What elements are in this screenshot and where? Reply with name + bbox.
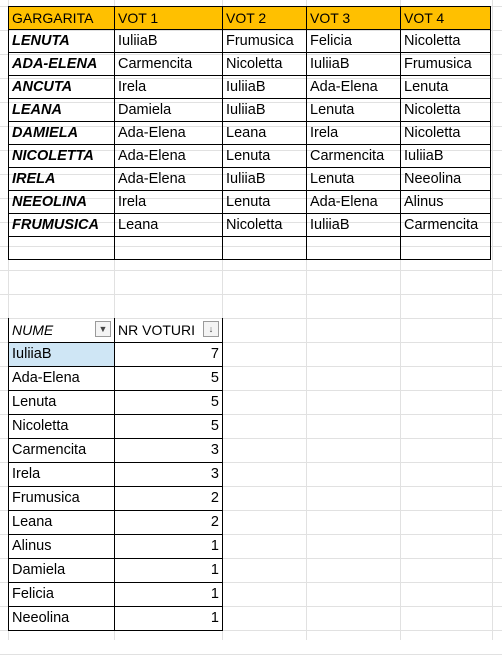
summary-row: [9, 438, 223, 462]
voter-name-cell[interactable]: LEANA: [9, 99, 115, 122]
vote-cell[interactable]: Lenuta: [307, 168, 401, 191]
vote-cell[interactable]: Irela: [115, 191, 223, 214]
vote-header-row: [9, 7, 491, 30]
vote-cell[interactable]: Nicoletta: [223, 214, 307, 237]
column-header-nume[interactable]: [9, 318, 115, 342]
summary-count-cell[interactable]: 1: [115, 558, 223, 582]
vote-cell[interactable]: Irela: [115, 76, 223, 99]
summary-name-cell[interactable]: Damiela: [9, 558, 115, 582]
vote-cell[interactable]: Carmencita: [307, 145, 401, 168]
vote-cell[interactable]: Lenuta: [223, 145, 307, 168]
summary-name-cell[interactable]: Neeolina: [9, 606, 115, 630]
summary-count-cell[interactable]: 3: [115, 462, 223, 486]
voter-name-cell[interactable]: NEEOLINA: [9, 191, 115, 214]
gridline: [0, 270, 502, 271]
summary-name-cell[interactable]: Lenuta: [9, 390, 115, 414]
summary-row: [9, 606, 223, 630]
vote-row: [9, 122, 491, 145]
vote-cell[interactable]: Ada-Elena: [115, 122, 223, 145]
column-header-nr-voturi-label: NR VOTURI: [118, 321, 195, 338]
gridline: [0, 294, 502, 295]
vote-row: [9, 168, 491, 191]
summary-name-cell[interactable]: Irela: [9, 462, 115, 486]
summary-count-cell[interactable]: 2: [115, 510, 223, 534]
vote-empty-row: [9, 237, 491, 260]
summary-name-cell[interactable]: Carmencita: [9, 438, 115, 462]
vote-cell[interactable]: Carmencita: [115, 53, 223, 76]
vote-table: [8, 6, 491, 260]
voter-name-cell[interactable]: ANCUTA: [9, 76, 115, 99]
summary-name-cell[interactable]: Felicia: [9, 582, 115, 606]
column-header-nr-voturi[interactable]: [115, 318, 223, 342]
summary-count-cell[interactable]: 1: [115, 534, 223, 558]
voter-name-cell[interactable]: NICOLETTA: [9, 145, 115, 168]
vote-cell[interactable]: Nicoletta: [401, 30, 491, 53]
voter-name-cell[interactable]: LENUTA: [9, 30, 115, 53]
vote-header-cell[interactable]: VOT 3: [307, 7, 401, 30]
vote-header-cell[interactable]: VOT 2: [223, 7, 307, 30]
vote-cell[interactable]: Nicoletta: [401, 99, 491, 122]
summary-count-cell[interactable]: 1: [115, 606, 223, 630]
summary-name-cell[interactable]: Leana: [9, 510, 115, 534]
vote-cell[interactable]: Felicia: [307, 30, 401, 53]
vote-cell[interactable]: IuliiaB: [223, 99, 307, 122]
vote-cell[interactable]: Nicoletta: [223, 53, 307, 76]
summary-row: [9, 582, 223, 606]
vote-cell[interactable]: Neeolina: [401, 168, 491, 191]
vote-cell[interactable]: Damiela: [115, 99, 223, 122]
summary-name-cell[interactable]: Ada-Elena: [9, 366, 115, 390]
summary-row: [9, 390, 223, 414]
vote-row: [9, 145, 491, 168]
summary-row: [9, 366, 223, 390]
voter-name-cell[interactable]: DAMIELA: [9, 122, 115, 145]
summary-name-cell[interactable]: IuliiaB: [9, 342, 115, 366]
summary-name-cell[interactable]: Nicoletta: [9, 414, 115, 438]
summary-row: [9, 414, 223, 438]
summary-row: [9, 534, 223, 558]
summary-count-cell[interactable]: 3: [115, 438, 223, 462]
vote-cell[interactable]: Frumusica: [401, 53, 491, 76]
vote-cell[interactable]: IuliiaB: [307, 53, 401, 76]
voter-name-cell[interactable]: FRUMUSICA: [9, 214, 115, 237]
voter-name-cell[interactable]: ADA-ELENA: [9, 53, 115, 76]
vote-cell[interactable]: Alinus: [401, 191, 491, 214]
vote-row: [9, 191, 491, 214]
summary-row: [9, 558, 223, 582]
vote-header-cell[interactable]: VOT 4: [401, 7, 491, 30]
vote-cell[interactable]: IuliiaB: [115, 30, 223, 53]
vote-cell[interactable]: Frumusica: [223, 30, 307, 53]
summary-count-cell[interactable]: 5: [115, 414, 223, 438]
summary-count-cell[interactable]: 5: [115, 366, 223, 390]
column-header-nume-label: NUME: [12, 321, 54, 338]
vote-cell[interactable]: Leana: [115, 214, 223, 237]
summary-name-cell[interactable]: Frumusica: [9, 486, 115, 510]
summary-count-cell[interactable]: 5: [115, 390, 223, 414]
voter-name-cell[interactable]: IRELA: [9, 168, 115, 191]
summary-row: [9, 486, 223, 510]
summary-row: [9, 342, 223, 366]
empty-cell[interactable]: [307, 237, 401, 260]
summary-count-cell[interactable]: 2: [115, 486, 223, 510]
vote-row: [9, 76, 491, 99]
vote-cell[interactable]: Ada-Elena: [115, 145, 223, 168]
vote-row: [9, 99, 491, 122]
vote-cell[interactable]: IuliiaB: [307, 214, 401, 237]
empty-cell[interactable]: [401, 237, 491, 260]
vote-cell[interactable]: Ada-Elena: [115, 168, 223, 191]
vote-cell[interactable]: Leana: [223, 122, 307, 145]
vote-header-cell[interactable]: VOT 1: [115, 7, 223, 30]
summary-header-row: [9, 318, 223, 342]
empty-cell[interactable]: [115, 237, 223, 260]
vote-row: [9, 214, 491, 237]
vote-header-cell[interactable]: GARGARITA: [9, 7, 115, 30]
summary-count-cell[interactable]: 7: [115, 342, 223, 366]
summary-row: [9, 462, 223, 486]
empty-cell[interactable]: [223, 237, 307, 260]
vote-cell[interactable]: Irela: [307, 122, 401, 145]
gridline: [492, 0, 493, 640]
vote-cell[interactable]: Ada-Elena: [307, 76, 401, 99]
vote-row: [9, 53, 491, 76]
summary-row: [9, 510, 223, 534]
vote-cell[interactable]: Nicoletta: [401, 122, 491, 145]
vote-cell[interactable]: Lenuta: [223, 191, 307, 214]
filter-dropdown-icon[interactable]: ▼: [95, 321, 111, 337]
vote-cell[interactable]: Ada-Elena: [307, 191, 401, 214]
vote-cell[interactable]: Lenuta: [307, 99, 401, 122]
summary-table: [8, 318, 223, 631]
vote-cell[interactable]: Lenuta: [401, 76, 491, 99]
sort-descending-icon[interactable]: ↓: [203, 321, 219, 337]
vote-cell[interactable]: IuliiaB: [223, 168, 307, 191]
vote-cell[interactable]: IuliiaB: [401, 145, 491, 168]
vote-row: [9, 30, 491, 53]
empty-cell[interactable]: [9, 237, 115, 260]
vote-cell[interactable]: Carmencita: [401, 214, 491, 237]
summary-name-cell[interactable]: Alinus: [9, 534, 115, 558]
summary-count-cell[interactable]: 1: [115, 582, 223, 606]
vote-cell[interactable]: IuliiaB: [223, 76, 307, 99]
